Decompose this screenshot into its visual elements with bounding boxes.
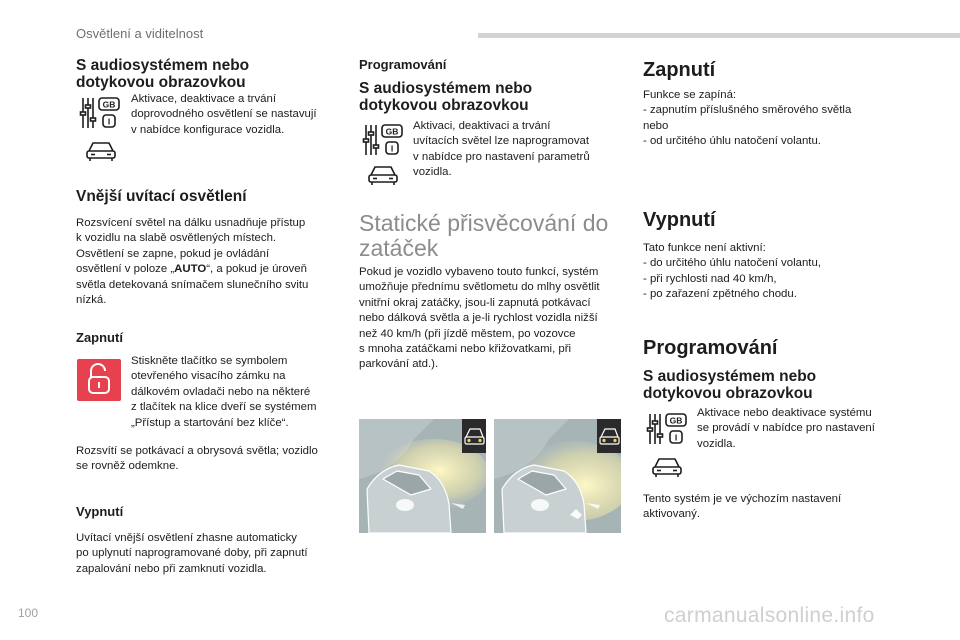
off-text-col1: Uvítací vnější osvětlení zhasne automaticky po uplynutí naprogramované doby, při zapnutí zapalování nebo při zamknutí vozidla.	[76, 532, 308, 575]
audio-text-col1: Aktivace, deaktivace a trvání doprovodného osvětlení se nastavují v nabídce konfigurace vozidla.	[131, 93, 317, 136]
car-icon	[85, 140, 117, 162]
settings-sliders-icon	[361, 123, 409, 157]
svg-text:I: I	[390, 143, 394, 154]
audio-heading-col2: S audiosystémem nebo dotykovou obrazovkou	[359, 80, 533, 114]
on-text-col1: Stiskněte tlačítko se symbolem otevřeného visacího zámku na dálkovém ovladači nebo na některé z tlačítek na klice dveří se systémem „Přístup a startování bez klíče“.	[131, 355, 317, 429]
car-icon	[367, 164, 399, 186]
welcome-heading: Vnější uvítací osvětlení	[76, 188, 247, 205]
on-heading-col3: Zapnutí	[643, 59, 716, 81]
static-text: Pokud je vozidlo vybaveno touto funkcí, systém umožňuje přednímu světlometu do mlhy osvětlit vnitřní okraj zatáčky, jsou-li zapnutá potkávací nebo dálková světla a je-li rychlost vozidla nižší než 40 km/h (při jízdě městem, po vozovce s mnoha zatáčkami nebo křižovatkami, při parkování atd.).	[359, 266, 600, 371]
settings-sliders-icon	[645, 412, 693, 446]
svg-text:I: I	[107, 116, 111, 127]
svg-text:GB: GB	[385, 126, 399, 137]
on-text2-col1: Rozsvítí se potkávací a obrysová světla; vozidlo se rovněž odemkne.	[76, 445, 318, 473]
header-divider	[478, 33, 960, 38]
page-number: 100	[18, 606, 39, 620]
audio-heading-col1: S audiosystémem nebo dotykovou obrazovkou	[76, 57, 250, 91]
on-text-col3: Funkce se zapíná: - zapnutím příslušného směrového světla nebo - od určitého úhlu natočení volantu.	[643, 89, 852, 148]
cornering-light-illustration-1	[359, 419, 486, 533]
section-title: Osvětlení a viditelnost	[76, 26, 204, 41]
welcome-text: Rozsvícení světel na dálku usnadňuje přístup k vozidlu na slabě osvětlených místech. Osvětlení se zapne, pokud je ovládání osvětlení v poloze „AUTO“, a pokud je úroveň světla detekovaná snímačem slunečního svitu nízká.	[76, 217, 309, 307]
svg-text:GB: GB	[102, 99, 116, 110]
audio-text-col3: Aktivace nebo deaktivace systému se provádí v nabídce pro nastavení vozidla.	[697, 407, 875, 450]
off-heading-col1: Vypnutí	[76, 504, 124, 519]
prog-heading-col2: Programování	[359, 57, 447, 72]
cornering-light-illustration-2	[494, 419, 621, 533]
unlock-button-icon	[77, 359, 121, 401]
default-text-col3: Tento systém je ve výchozím nastavení aktivovaný.	[643, 493, 842, 521]
svg-text:GB: GB	[669, 415, 683, 426]
audio-heading-col3: S audiosystémem nebo dotykovou obrazovkou	[643, 368, 817, 402]
audio-text-col2: Aktivaci, deaktivaci a trvání uvítacích světel lze naprogramovat v nabídce pro nastavení parametrů vozidla.	[413, 120, 590, 179]
prog-heading-col3: Programování	[643, 337, 778, 359]
off-heading-col3: Vypnutí	[643, 209, 716, 231]
settings-sliders-icon	[78, 96, 126, 130]
on-heading-col1: Zapnutí	[76, 330, 123, 345]
car-icon	[651, 456, 683, 478]
svg-text:I: I	[674, 432, 678, 443]
off-text-col3: Tato funkce není aktivní: - do určitého úhlu natočení volantu, - při rychlosti nad 40 km/h, - po zařazení zpětného chodu.	[643, 242, 821, 301]
watermark: carmanualsonline.info	[664, 604, 875, 627]
static-cornering-heading: Statické přisvěcování do zatáček	[359, 210, 609, 261]
